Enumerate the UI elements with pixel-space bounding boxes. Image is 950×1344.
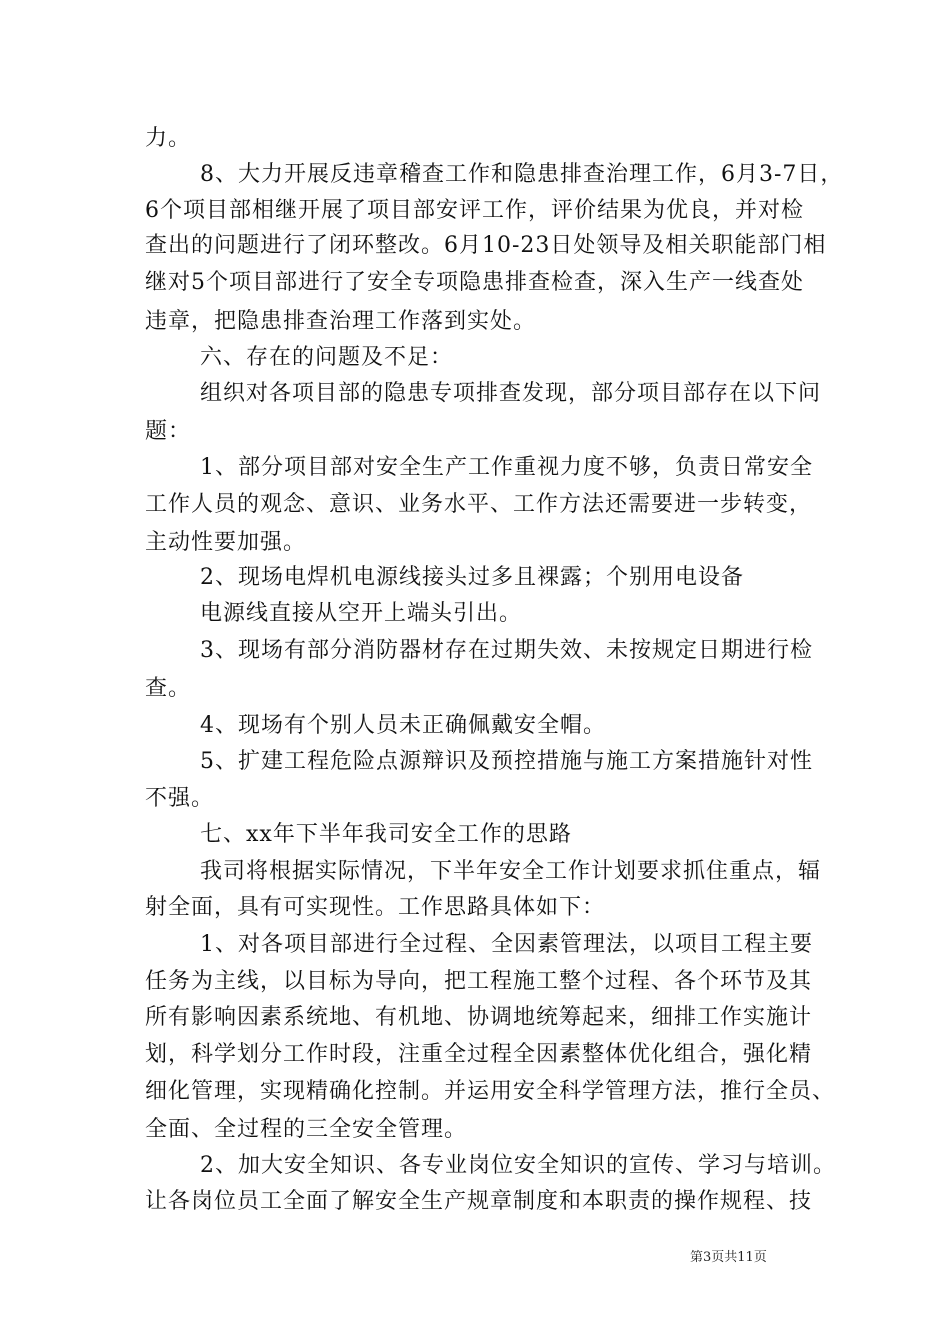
text-line: 我司将根据实际情况，下半年安全工作计划要求抓住重点，辐 bbox=[200, 859, 822, 884]
text-line: 划，科学划分工作时段，注重全过程全因素整体优化组合，强化精 bbox=[145, 1042, 813, 1067]
text-line: 5、扩建工程危险点源辩识及预控措施与施工方案措施针对性 bbox=[200, 749, 813, 774]
text-line: 2、现场电焊机电源线接头过多且裸露；个别用电设备 bbox=[200, 565, 744, 590]
text-line: 继对5个项目部进行了安全专项隐患排查检查，深入生产一线查处 bbox=[145, 270, 804, 295]
text-line: 4、现场有个别人员未正确佩戴安全帽。 bbox=[200, 713, 606, 738]
page-number: 第3页共11页 bbox=[690, 1250, 767, 1265]
text-line: 工作人员的观念、意识、业务水平、工作方法还需要进一步转变， bbox=[145, 492, 813, 517]
text-line: 任务为主线，以目标为导向，把工程施工整个过程、各个环节及其 bbox=[145, 969, 813, 994]
text-line: 力。 bbox=[145, 126, 192, 151]
text-line: 主动性要加强。 bbox=[145, 530, 307, 555]
text-line: 查。 bbox=[145, 676, 192, 701]
text-line: 1、部分项目部对安全生产工作重视力度不够，负责日常安全 bbox=[200, 455, 813, 480]
text-line: 题： bbox=[145, 419, 192, 444]
text-line: 所有影响因素系统地、有机地、协调地统筹起来，细排工作实施计 bbox=[145, 1005, 813, 1030]
text-line: 全面、全过程的三全安全管理。 bbox=[145, 1117, 468, 1142]
text-line: 让各岗位员工全面了解安全生产规章制度和本职责的操作规程、技 bbox=[145, 1189, 813, 1214]
text-line: 射全面，具有可实现性。工作思路具体如下： bbox=[145, 895, 606, 920]
text-line: 查出的问题进行了闭环整改。6月10-23日处领导及相关职能部门相 bbox=[145, 233, 827, 258]
text-line: 1、对各项目部进行全过程、全因素管理法，以项目工程主要 bbox=[200, 932, 813, 957]
text-line: 2、加大安全知识、各专业岗位安全知识的宣传、学习与培训。 bbox=[200, 1153, 836, 1178]
text-line: 组织对各项目部的隐患专项排查发现，部分项目部存在以下问 bbox=[200, 381, 822, 406]
section-heading: 六、存在的问题及不足： bbox=[200, 345, 454, 370]
text-line: 电源线直接从空开上端头引出。 bbox=[200, 601, 523, 626]
text-line: 不强。 bbox=[145, 786, 215, 811]
text-line: 3、现场有部分消防器材存在过期失效、未按规定日期进行检 bbox=[200, 638, 813, 663]
text-line: 8、大力开展反违章稽查工作和隐患排查治理工作，6月3-7日， bbox=[200, 162, 844, 187]
text-line: 细化管理，实现精确化控制。并运用安全科学管理方法，推行全员、 bbox=[145, 1079, 836, 1104]
text-line: 6个项目部相继开展了项目部安评工作，评价结果为优良，并对检 bbox=[145, 198, 804, 223]
text-line: 违章，把隐患排查治理工作落到实处。 bbox=[145, 309, 537, 334]
section-heading: 七、xx年下半年我司安全工作的思路 bbox=[200, 822, 572, 847]
